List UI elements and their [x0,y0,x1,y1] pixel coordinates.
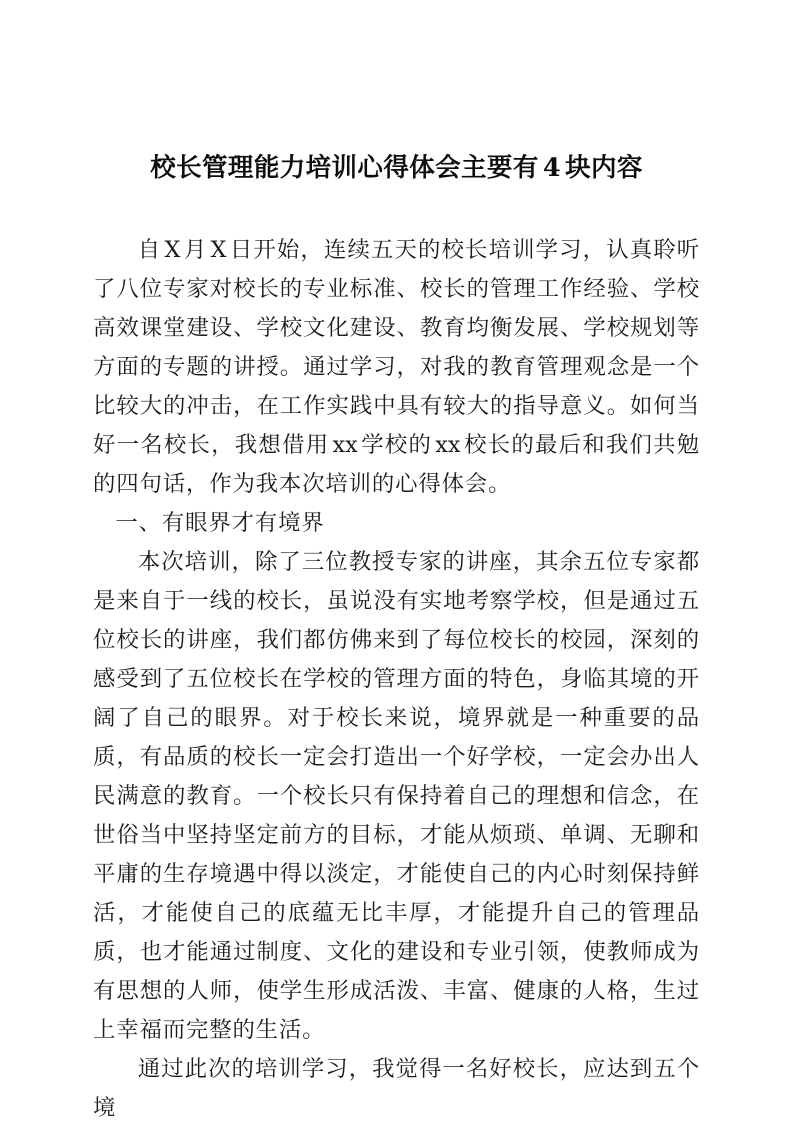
page-title-prefix: 校长管理能力培训心得体会主要有 [150,153,539,183]
page-title-suffix: 块内容 [565,153,643,183]
paragraph-intro-part-4: 学校的 [360,432,433,458]
page-title [93,149,700,187]
paragraph-intro-part-5: 校长的最后和我们共勉的四句话，作为我本次培训的心得体会。 [93,432,701,497]
placeholder-school-name: xx [332,432,358,458]
document-body [93,231,700,1122]
paragraph-section-1-body: 本次培训，除了三位教授专家的讲座，其余五位专家都是来自于一线的校长，虽说没有实地考察学校，但是通过五位校长的讲座，我们都仿佛来到了每位校长的校园，深刻的感受到了五位校长在学校的管理方面的特色，身临其境的开阔了自己的眼界。对于校长来说，境界就是一种重要的品质，有品质的校长一定会打造出一个好学校，一定会办出人民满意的教育。一个校长只有保持着自己的理想和信念，在世俗当中坚持坚定前方的目标，才能从烦琐、单调、无聊和平庸的生存境遇中得以淡定，才能使自己的内心时刻保持鲜活，才能使自己的底蕴无比丰厚，才能提升自己的管理品质，也才能通过制度、文化的建设和专业引领，使教师成为有思想的人师，使学生形成活泼、丰富、健康的人格，生过上幸福而完整的生活。 [93,549,700,1043]
placeholder-month-value: X [164,237,181,263]
paragraph-intro-part-3: 日开始，连续五天的校长培训学习，认真聆听了八位专家对校长的专业标准、校长的管理工作经验、学校高效课堂建设、学校文化建设、教育均衡发展、学校规划等方面的专题的讲授。通过学习，对我的教育管理观念是一个比较大的冲击，在工作实践中具有较大的指导意义。如何当好一名校长，我想借用 [93,237,700,458]
paragraph-section-1-closing: 通过此次的培训学习，我觉得一名好校长，应达到五个境 [93,1056,700,1121]
page-title-number: 4 [542,153,561,183]
paragraph-intro [93,231,700,504]
placeholder-day-value: X [210,237,227,263]
paragraph-intro-part-2: 月 [183,237,208,263]
paragraph-intro-part-1: 自 [137,237,162,263]
section-heading-1: 一、有眼界才有境界 [115,510,325,536]
placeholder-principal-name: xx [435,432,461,458]
